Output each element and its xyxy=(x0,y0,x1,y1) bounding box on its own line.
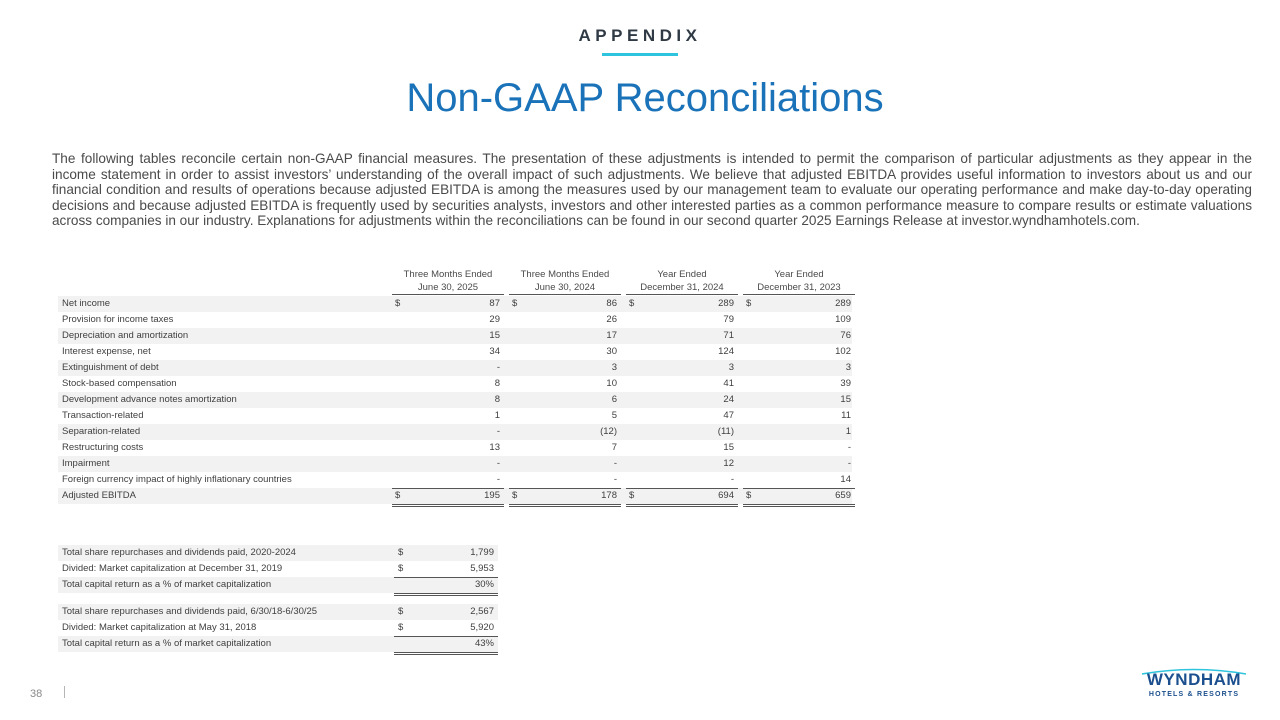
table-cell xyxy=(743,440,855,456)
currency-symbol: $ xyxy=(629,490,635,501)
cell-value: 76 xyxy=(840,330,851,341)
table-cell xyxy=(743,424,855,440)
table-row xyxy=(58,472,852,488)
currency-symbol: $ xyxy=(746,490,752,501)
row-label: Impairment xyxy=(62,458,110,469)
total-rule xyxy=(626,506,738,507)
cell-value: 289 xyxy=(835,298,851,309)
table-cell xyxy=(743,376,855,392)
total-rule xyxy=(394,577,498,578)
header-rule xyxy=(626,294,738,295)
table-row xyxy=(58,424,852,440)
total-rule xyxy=(743,504,855,505)
cell-value: 3 xyxy=(728,362,734,373)
column-header: Year Ended December 31, 2024 xyxy=(640,269,724,293)
total-rule xyxy=(392,506,504,507)
header-rule xyxy=(509,294,621,295)
currency-symbol: $ xyxy=(398,606,404,617)
cell-value: 10 xyxy=(606,378,617,389)
cell-value: 289 xyxy=(718,298,734,309)
table-row xyxy=(58,545,498,561)
cell-value: 26 xyxy=(606,314,617,325)
cell-value: 8 xyxy=(494,394,500,405)
cell-value: 14 xyxy=(840,474,851,485)
cell-value: 124 xyxy=(718,346,734,357)
table-cell xyxy=(394,577,498,593)
table-row xyxy=(58,636,498,652)
table-cell xyxy=(743,472,855,488)
table-cell xyxy=(626,424,738,440)
table-cell xyxy=(743,360,855,376)
table-row xyxy=(58,604,498,620)
column-header: Three Months Ended June 30, 2025 xyxy=(403,269,493,293)
cell-value: 34 xyxy=(489,346,500,357)
currency-symbol: $ xyxy=(398,563,404,574)
cell-value: 694 xyxy=(718,490,734,501)
table-cell xyxy=(509,328,621,344)
table-cell xyxy=(626,376,738,392)
table-cell xyxy=(743,456,855,472)
cell-value: - xyxy=(496,362,500,373)
row-label: Extinguishment of debt xyxy=(62,362,159,373)
total-rule xyxy=(394,595,498,596)
table-cell xyxy=(509,424,621,440)
total-rule xyxy=(394,654,498,655)
table-cell xyxy=(626,472,738,488)
table-cell xyxy=(392,408,504,424)
table-row xyxy=(58,561,498,577)
total-rule xyxy=(509,506,621,507)
table-row xyxy=(58,577,498,593)
cell-value: 15 xyxy=(723,442,734,453)
table-cell xyxy=(626,440,738,456)
table-cell xyxy=(626,392,738,408)
total-rule xyxy=(743,506,855,507)
table-cell xyxy=(392,488,504,504)
row-label: Divided: Market capitalization at May 31, 2018 xyxy=(62,622,257,633)
table-cell xyxy=(509,296,621,312)
table-cell xyxy=(392,424,504,440)
table-cell xyxy=(392,472,504,488)
table-cell xyxy=(509,488,621,504)
table-cell xyxy=(509,456,621,472)
row-label: Total capital return as a % of market capitalization xyxy=(62,579,272,590)
table-row xyxy=(58,408,852,424)
row-label: Separation-related xyxy=(62,426,141,437)
table-cell xyxy=(392,376,504,392)
table-cell xyxy=(394,545,498,561)
table-row xyxy=(58,392,852,408)
cell-value: 178 xyxy=(601,490,617,501)
table-cell xyxy=(392,328,504,344)
table-row xyxy=(58,456,852,472)
total-rule xyxy=(626,504,738,505)
cell-value: 43% xyxy=(474,638,494,649)
cell-value: 87 xyxy=(489,298,500,309)
table-cell xyxy=(509,360,621,376)
currency-symbol: $ xyxy=(398,622,404,633)
page-title: Non-GAAP Reconciliations xyxy=(406,76,884,120)
cell-value: 109 xyxy=(835,314,851,325)
currency-symbol: $ xyxy=(395,298,401,309)
table-cell xyxy=(509,472,621,488)
table-cell xyxy=(743,312,855,328)
table-cell xyxy=(626,328,738,344)
table-cell xyxy=(394,620,498,636)
table-cell xyxy=(509,376,621,392)
row-label: Foreign currency impact of highly inflationary countries xyxy=(62,474,292,485)
cell-value: 24 xyxy=(723,394,734,405)
cell-value: 3 xyxy=(845,362,851,373)
table-cell xyxy=(626,488,738,504)
cell-value: 47 xyxy=(723,410,734,421)
table-cell xyxy=(392,360,504,376)
row-label: Adjusted EBITDA xyxy=(62,490,136,501)
table-cell xyxy=(509,344,621,360)
table-row xyxy=(58,344,852,360)
logo-subtitle: HOTELS & RESORTS xyxy=(1148,691,1240,698)
cell-value: 11 xyxy=(841,410,851,421)
cell-value: 5,953 xyxy=(470,563,494,574)
cell-value: (11) xyxy=(717,426,734,437)
table-row xyxy=(58,620,498,636)
table-cell xyxy=(626,360,738,376)
table-row xyxy=(58,440,852,456)
total-rule xyxy=(394,593,498,594)
table-cell xyxy=(743,488,855,504)
row-label: Depreciation and amortization xyxy=(62,330,189,341)
table-cell xyxy=(626,296,738,312)
cell-value: 41 xyxy=(723,378,734,389)
table-cell xyxy=(392,312,504,328)
cell-value: 3 xyxy=(611,362,617,373)
cell-value: 15 xyxy=(840,394,851,405)
cell-value: 195 xyxy=(484,490,500,501)
footer-divider xyxy=(64,686,65,698)
cell-value: 13 xyxy=(489,442,500,453)
cell-value: 2,567 xyxy=(470,606,494,617)
table-cell xyxy=(743,344,855,360)
total-rule xyxy=(392,504,504,505)
cell-value: 6 xyxy=(611,394,617,405)
table-row xyxy=(58,360,852,376)
table-cell xyxy=(394,561,498,577)
row-label: Restructuring costs xyxy=(62,442,144,453)
table-cell xyxy=(743,408,855,424)
cell-value: 5 xyxy=(611,410,617,421)
table-cell xyxy=(509,408,621,424)
cell-value: 30% xyxy=(474,579,494,590)
cell-value: 5,920 xyxy=(470,622,494,633)
currency-symbol: $ xyxy=(629,298,635,309)
cell-value: 15 xyxy=(489,330,500,341)
row-label: Divided: Market capitalization at December 31, 2019 xyxy=(62,563,283,574)
total-rule xyxy=(626,488,738,489)
column-header: Year Ended December 31, 2023 xyxy=(757,269,841,293)
row-label: Development advance notes amortization xyxy=(62,394,237,405)
currency-symbol: $ xyxy=(398,547,404,558)
table-cell xyxy=(392,344,504,360)
table-cell xyxy=(509,392,621,408)
table-row xyxy=(58,328,852,344)
cell-value: 1 xyxy=(494,410,500,421)
table-cell xyxy=(394,604,498,620)
column-header: Three Months Ended June 30, 2024 xyxy=(520,269,610,293)
cell-value: 30 xyxy=(606,346,617,357)
table-row xyxy=(58,312,852,328)
cell-value: 29 xyxy=(489,314,500,325)
currency-symbol: $ xyxy=(512,490,518,501)
row-label: Stock-based compensation xyxy=(62,378,177,389)
total-rule xyxy=(394,636,498,637)
table-cell xyxy=(626,344,738,360)
cell-value: 8 xyxy=(494,378,500,389)
total-rule xyxy=(394,652,498,653)
table-cell xyxy=(743,392,855,408)
section-label: APPENDIX xyxy=(578,26,702,45)
total-rule xyxy=(509,504,621,505)
table-cell xyxy=(509,440,621,456)
currency-symbol: $ xyxy=(395,490,401,501)
table-row xyxy=(58,296,852,312)
row-label: Total capital return as a % of market capitalization xyxy=(62,638,272,649)
cell-value: - xyxy=(613,474,617,485)
table-cell xyxy=(626,456,738,472)
table-cell xyxy=(509,312,621,328)
cell-value: 12 xyxy=(723,458,734,469)
table-cell xyxy=(394,636,498,652)
table-row xyxy=(58,488,852,504)
cell-value: (12) xyxy=(600,426,617,437)
table-cell xyxy=(392,440,504,456)
cell-value: 86 xyxy=(606,298,617,309)
cell-value: 17 xyxy=(606,330,617,341)
cell-value: 1,799 xyxy=(470,547,494,558)
row-label: Total share repurchases and dividends paid, 2020-2024 xyxy=(62,547,296,558)
cell-value: 79 xyxy=(723,314,734,325)
page-number: 38 xyxy=(30,688,43,700)
cell-value: 7 xyxy=(611,442,617,453)
cell-value: - xyxy=(496,426,500,437)
cell-value: - xyxy=(613,458,617,469)
table-cell xyxy=(392,296,504,312)
cell-value: 71 xyxy=(723,330,734,341)
cell-value: - xyxy=(847,442,851,453)
table-cell xyxy=(626,408,738,424)
table-cell xyxy=(743,296,855,312)
row-label: Net income xyxy=(62,298,111,309)
total-rule xyxy=(743,488,855,489)
table-row xyxy=(58,376,852,392)
cell-value: - xyxy=(730,474,734,485)
header-rule xyxy=(743,294,855,295)
currency-symbol: $ xyxy=(512,298,518,309)
header-rule xyxy=(392,294,504,295)
cell-value: 39 xyxy=(840,378,851,389)
total-rule xyxy=(509,488,621,489)
total-rule xyxy=(392,488,504,489)
table-cell xyxy=(626,312,738,328)
table-cell xyxy=(392,392,504,408)
table-cell xyxy=(392,456,504,472)
row-label: Total share repurchases and dividends paid, 6/30/18-6/30/25 xyxy=(62,606,318,617)
row-label: Provision for income taxes xyxy=(62,314,174,325)
intro-paragraph: The following tables reconcile certain non-GAAP financial measures. The presentation of these adjustments is intended to permit the comparison of particular adjustments as they appear in the income statement in order to assist investors’ understanding of the overall impact of such adjustments. We believe that adjusted EBITDA provides useful information to investors about us and our financial condition and results of operations because adjusted EBITDA is among the measures used by our management team to evaluate our operating performance and make day-to-day operating decisions and because adjusted EBITDA is frequently used by securities analysts, investors and other interested parties as a common performance measure to compare results or estimate valuations across companies in our industry. Explanations for adjustments within the reconciliations can be found in our second quarter 2025 Earnings Release at investor.wyndhamhotels.com. xyxy=(52,151,1252,229)
wyndham-logo xyxy=(1136,668,1252,706)
row-label: Transaction-related xyxy=(62,410,144,421)
row-label: Interest expense, net xyxy=(62,346,151,357)
cell-value: 102 xyxy=(835,346,851,357)
logo-wordmark: WYNDHAM xyxy=(1146,670,1242,689)
cell-value: 1 xyxy=(845,426,851,437)
section-underline xyxy=(602,53,678,56)
table-cell xyxy=(743,328,855,344)
currency-symbol: $ xyxy=(746,298,752,309)
cell-value: - xyxy=(496,458,500,469)
cell-value: - xyxy=(496,474,500,485)
cell-value: 659 xyxy=(835,490,851,501)
cell-value: - xyxy=(847,458,851,469)
